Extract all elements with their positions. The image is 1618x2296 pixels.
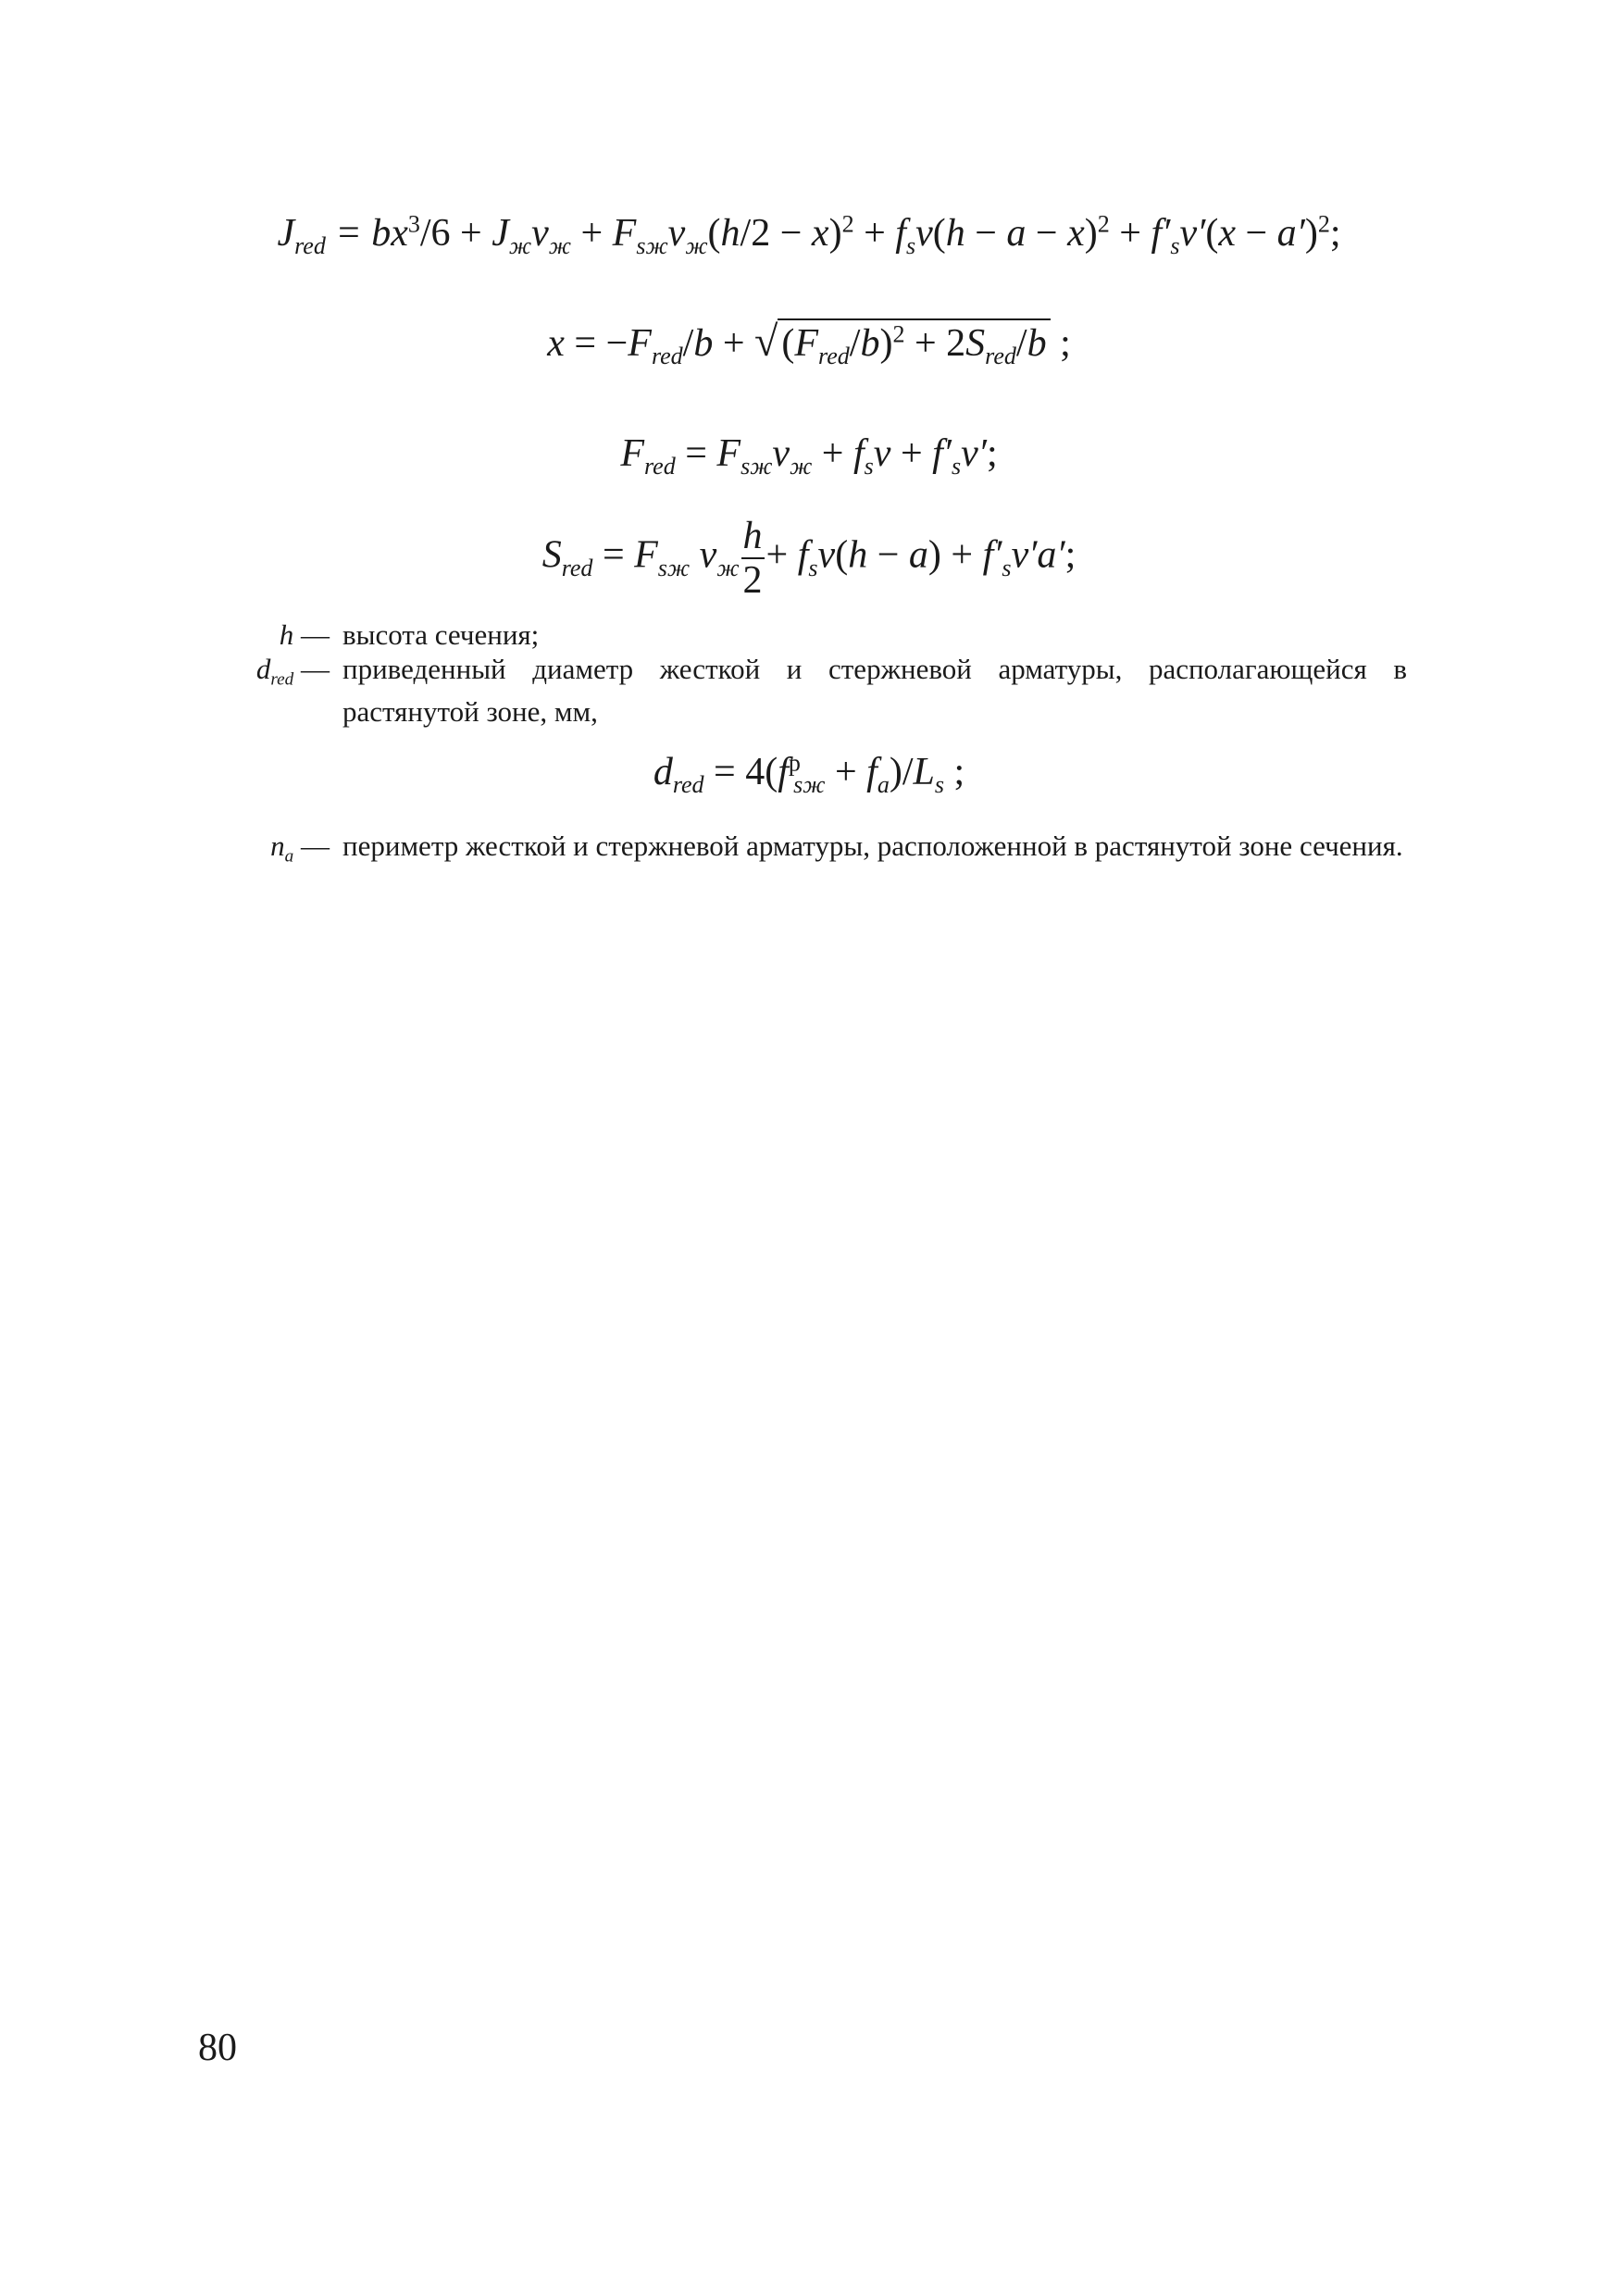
page-number: 80: [198, 2027, 237, 2069]
definition-text-n-a: периметр жесткой и стержневой арматуры, расположенной в растянутой зоне сечения.: [342, 830, 1403, 862]
definition-text-h: высота сечения;: [342, 618, 540, 651]
definition-symbol-d-red: $d_{red}$ —: [255, 653, 330, 690]
formula-j-red: $J_{red} = bx^3/6 + J_жv_ж + F_{sж}v_ж(h/2 - x)^2 + f_sv(h - a - x)^2 + f'_sv'(x - a')^2$;: [277, 210, 1341, 260]
definition-symbol-h: h —: [279, 618, 330, 651]
formula-s-red: $S_{red} = F_{sж}$ $v_ж$ $\frac{h}{2}$ + $f_sv(h - a) + f'_sv'a'$;: [541, 515, 1077, 602]
definition-text-d-red: приведенный диаметр жесткой и стержневой арматуры, располагающейся в растянутой зоне, мм,: [342, 653, 1407, 728]
formula-x: $x = -F_{red}/b + √(F_{red}/b)^2 + 2S_{red}/b$ ;: [547, 318, 1071, 370]
formula-f-red: $F_{red} = F_{sж}v_ж + f_sv + f'_sv'$;: [620, 432, 998, 480]
definition-symbol-n-a: $n_a$ —: [270, 830, 330, 867]
formula-d-red: $d_{red} = 4(f^p_{sж} + f_a)/L_s$ ;: [653, 749, 965, 799]
